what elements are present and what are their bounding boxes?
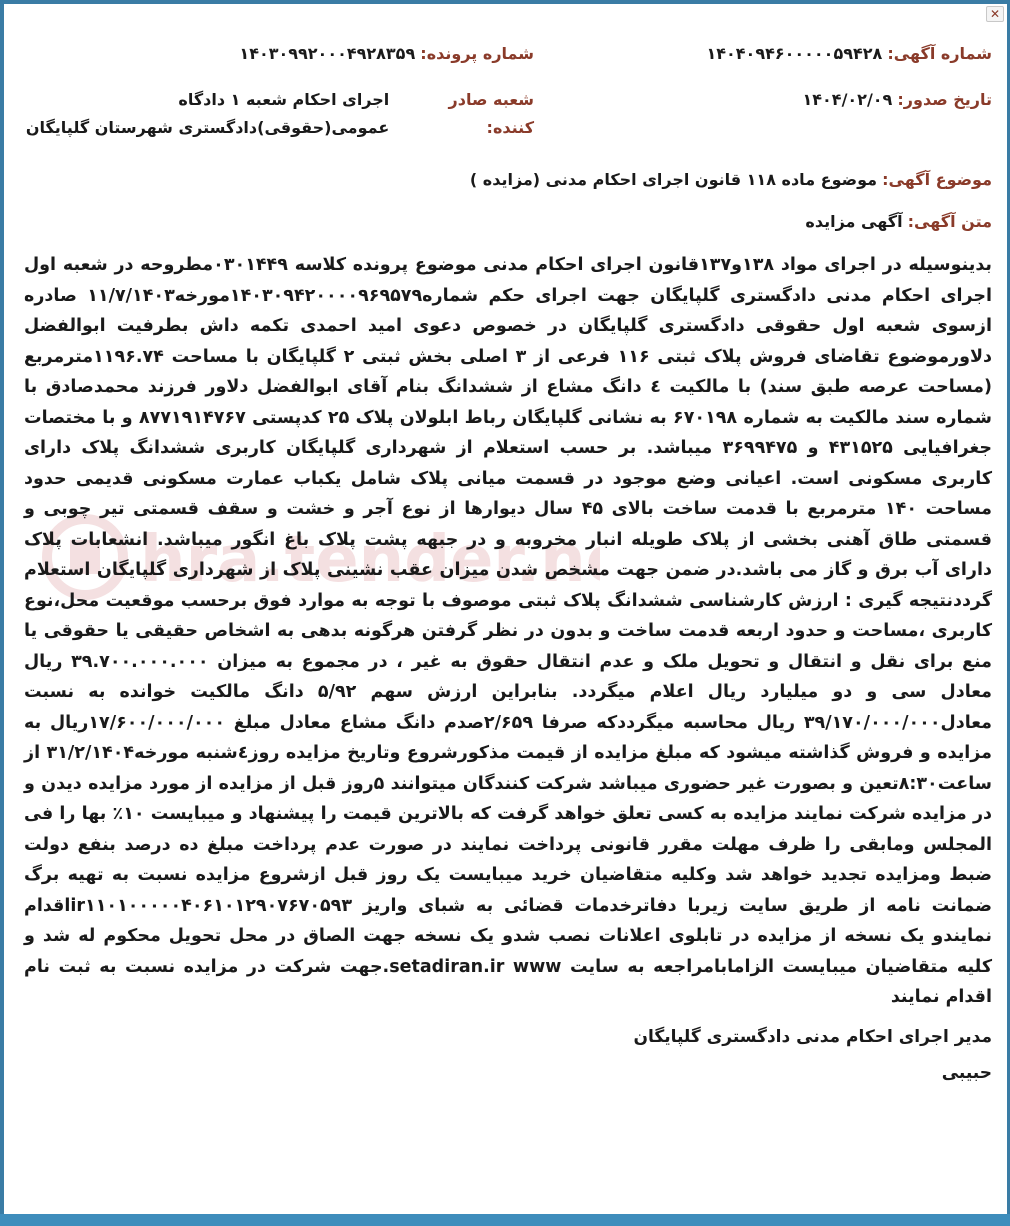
- case-number-value: ۱۴۰۳۰۹۹۲۰۰۰۴۹۲۸۳۵۹: [239, 44, 416, 63]
- issue-date-label: تاریخ صدور:: [897, 90, 992, 109]
- signer-title: مدیر اجرای احکام مدنی دادگستری گلپایگان: [633, 1026, 992, 1047]
- watermark-text: hra.tender.n: [140, 523, 586, 597]
- issuer-label: شعبه صادر کننده:: [448, 90, 534, 137]
- issue-date-value: ۱۴۰۴/۰۲/۰۹: [802, 90, 893, 109]
- issuer: [24, 86, 534, 142]
- case-number-label: شماره پرونده:: [420, 44, 534, 63]
- subject-label: موضوع آگهی:: [882, 170, 992, 189]
- issuer-value: اجرای احکام شعبه ۱ دادگاه عمومی(حقوقی)دادگستری شهرستان گلپایگان: [25, 90, 390, 137]
- issue-date: [552, 86, 992, 114]
- ad-number-value: ۱۴۰۴۰۹۴۶۰۰۰۰۰۵۹۴۲۸: [706, 44, 883, 63]
- notice-text-heading: [24, 208, 992, 236]
- header-row-2: [24, 86, 992, 142]
- window-left-border: [0, 0, 4, 1226]
- notice-title: آگهی مزایده: [805, 212, 903, 231]
- signer-name: حبیبی: [941, 1062, 992, 1083]
- window-top-border: [0, 0, 1010, 4]
- subject-value: موضوع ماده ۱۱۸ قانون اجرای احکام مدنی (مزایده ): [469, 170, 878, 189]
- header-row-1: [24, 40, 992, 68]
- notice-document: [24, 40, 992, 1083]
- notice-text-label: متن آگهی:: [907, 212, 992, 231]
- close-icon[interactable]: ✕: [986, 6, 1004, 22]
- ad-number-label: شماره آگهی:: [887, 44, 992, 63]
- ad-number: [552, 40, 992, 68]
- case-number: [24, 40, 534, 68]
- notice-body: بدینوسیله در اجرای مواد ۱۳۸و۱۳۷قانون اجرای احکام مدنی موضوع پرونده کلاسه ۰۳۰۱۴۴۹مطروحه در شعبه اول اجرای احکام مدنی دادگستری گلپایگان جهت اجرای حکم شماره۱۴۰۳۰۹۴۲۰۰۰۰۹۶۹۵۷۹مورخه۱۱/۷/۱۴۰۳ صادره ازسوی شعبه اول حقوقی دادگستری گلپایگان در خصوص دعوی امید احمدی تکمه داش بطرفیت ابوالفضل دلاورموضوع تقاضای فروش پلاک ثبتی ۱۱۶ فرعی از ۳ اصلی بخش ثبتی ۲ گلپایگان با مساحت ۱۱۹۶.۷۴مترمربع (مساحت عرصه طبق سند) با مالکیت ٤ دانگ مشاع از ششدانگ بنام آقای ابوالفضل دلاور فرزند محمدصادق با شماره سند مالکیت به شماره ۶۷۰۱۹۸ به نشانی گلپایگان رباط ابلولان پلاک ۲۵ کدپستی ۸۷۷۱۹۱۴۷۶۷ و با مختصات جغرافیایی ۴۳۱۵۲۵ و ۳۶۹۹۴۷۵ میباشد. بر حسب استعلام از شهرداری گلپایگان کاربری ششدانگ پلاک دارای کاربری مسکونی است. اعیانی وضع موجود در قسمت میانی پلاک شامل یکباب عمارت مسکونی قدیمی حدود مساحت ۱۴۰ مترمربع با قدمت ساخت بالای ۴۵ سال دیوارها از نوع آجر و خشت و سقف قسمتی تیر چوبی و قسمتی طاق آهنی بخشی از پلاک طویله انبار مخروبه و در جبهه پشت پلاک باغ انگور میباشد. انشعابات پلاک دارای آب برق و گاز می باشد.در ضمن جهت مشخص شدن میزان عقب نشینی پلاک از شهرداری گلپایگان استعلام گرددنتیجه گیری : ارزش کارشناسی ششدانگ پلاک ثبتی موصوف با توجه به موارد فوق برحسب موقعیت محل،نوع کاربری ،مساحت و حدود اربعه قدمت ساخت و بدون در نظر گرفتن هرگونه بدهی به اشخاص حقیقی یا حقوقی یا منع برای نقل و انتقال و تحویل ملک و عدم انتقال حقوق به غیر ، در مجموع به میزان ۳۹.۷۰۰.۰۰۰.۰۰۰ ریال معادل سی و دو میلیارد ریال اعلام میگردد. بنابراین ارزش سهم ۵/۹۲ دانگ مالکیت خوانده به نسبت معادل۳۹/۱۷۰/۰۰۰/۰۰۰ ریال محاسبه میگرددکه صرفا ۲/۶۵۹صدم دانگ مشاع معادل مبلغ ۱۷/۶۰۰/۰۰۰/۰۰۰ریال به مزایده و فروش گذاشته میشود که مبلغ مزایده از قیمت مذکورشروع وتاریخ مزایده روز٤شنبه مورخه۳۱/۲/۱۴۰۴ از ساعت۸:۳۰تعین و بصورت غیر حضوری میباشد شرکت کنندگان میتوانند ۵روز قبل از مزایده از مورد مزایده دیدن و در مزایده شرکت نمایند مزایده به کسی تعلق خواهد گرفت که بالاترین قیمت را پیشنهاد و میبایست ۱۰٪ بها را فی المجلس ومابقی را ظرف مهلت مقرر قانونی پرداخت نمایند در صورت عدم پرداخت مبلغ ده درصد بنفع دولت ضبط ومزایده تجدید خواهد شد وکلیه متقاضیان خرید میبایست یک روز قبل ازشروع مزایده نسبت به تهیه برگ ضمانت نامه از طریق سایت زیربا دفاترخدمات قضائی به شبای واریز ir۱۱۰۱۰۰۰۰۰۴۰۶۱۰۱۲۹۰۷۶۷۰۵۹۳اقدام نمایندو یک نسخه از مزایده در تابلوی اعلانات نصب شدو یک نسخه جهت الصاق در محل تحویل محکوم له شد و کلیه متقاضیان میبایست الزامابامراجعه به سایت setadiran.ir www.جهت شرکت در مزایده نسبت به ثبت نام اقدام نمایند: [24, 255, 993, 1007]
- window-bottom-bar: [0, 1214, 1010, 1226]
- subject: [24, 166, 992, 194]
